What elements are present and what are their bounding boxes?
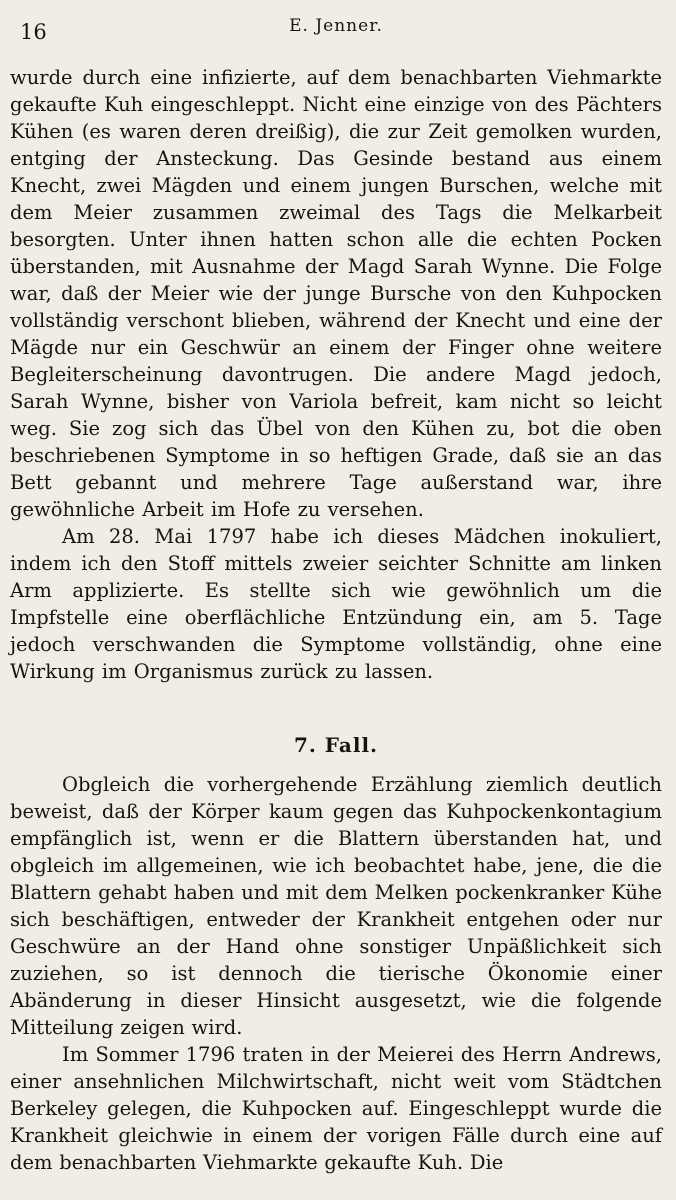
running-title: E. Jenner. [289,16,383,36]
paragraph-inoculation: Am 28. Mai 1797 habe ich dieses Mädchen inokuliert, indem ich den Stoff mittels zweier seichter Schnitte am linken Arm applizierte. Es stellte sich wie gewöhnlich um die Impfstelle eine oberflächliche Entzündung ein, am 5. Tage jedoch verschwanden die Symptome vollständig, ohne eine Wirkung im Organismus zurück zu lassen. [10,525,662,683]
paragraph-continued: wurde durch eine infizierte, auf dem benachbarten Viehmarkte gekaufte Kuh eingeschleppt. Nicht eine einzige von des Pächters Kühen (es waren deren dreißig), die zur Zeit gemolken wurden, entging der Ansteckung. Das Gesinde bestand aus einem Knecht, zwei Mägden und einem jungen Burschen, welche mit dem Meier zusammen zweimal des Tags die Melkarbeit besorgten. Unter ihnen hatten schon alle die echten Pocken überstanden, mit Ausnahme der Magd Sarah Wynne. Die Folge war, daß der Meier wie der junge Bursche von den Kuhpocken vollständig verschont blieben, während der Knecht und eine der Mägde nur ein Geschwür an einem der Finger ohne weitere Begleiterscheinung davontrugen. Die andere Magd jedoch, Sarah Wynne, bisher von Variola befreit, kam nicht so leicht weg. Sie zog sich das Übel von den Kühen zu, bot die oben beschriebenen Symptome in so heftigen Grade, daß sie an das Bett gebannt und mehrere Tage außerstand war, ihre gewöhnliche Arbeit im Hofe zu versehen. [10,66,662,521]
page-number: 16 [20,20,47,44]
section-heading: 7. Fall. [293,733,379,757]
paragraph-case-seven: Obgleich die vorhergehende Erzählung ziemlich deutlich beweist, daß der Körper kaum gegen das Kuhpockenkontagium empfänglich ist, wenn er die Blattern überstanden hat, und obgleich im allgemeinen, wie ich beobachtet habe, jene, die die Blattern gehabt haben und mit dem Melken pockenkranker Kühe sich beschäftigen, entweder der Krankheit entgehen oder nur Geschwüre an der Hand ohne sonstiger Unpäßlichkeit sich zuziehen, so ist dennoch die tierische Ökonomie einer Abänderung in dieser Hinsicht ausgesetzt, wie die folgende Mitteilung zeigen wird. [10,773,662,1039]
paragraph-summer-1796: Im Sommer 1796 traten in der Meierei des Herrn Andrews, einer ansehnlichen Milchwirtschaft, nicht weit vom Städtchen Berkeley gelegen, die Kuhpocken auf. Eingeschleppt wurde die Krankheit gleichwie in einem der vorigen Fälle durch eine auf dem benachbarten Viehmarkte gekaufte Kuh. Die [10,1043,662,1174]
running-head [10,0,662,64]
